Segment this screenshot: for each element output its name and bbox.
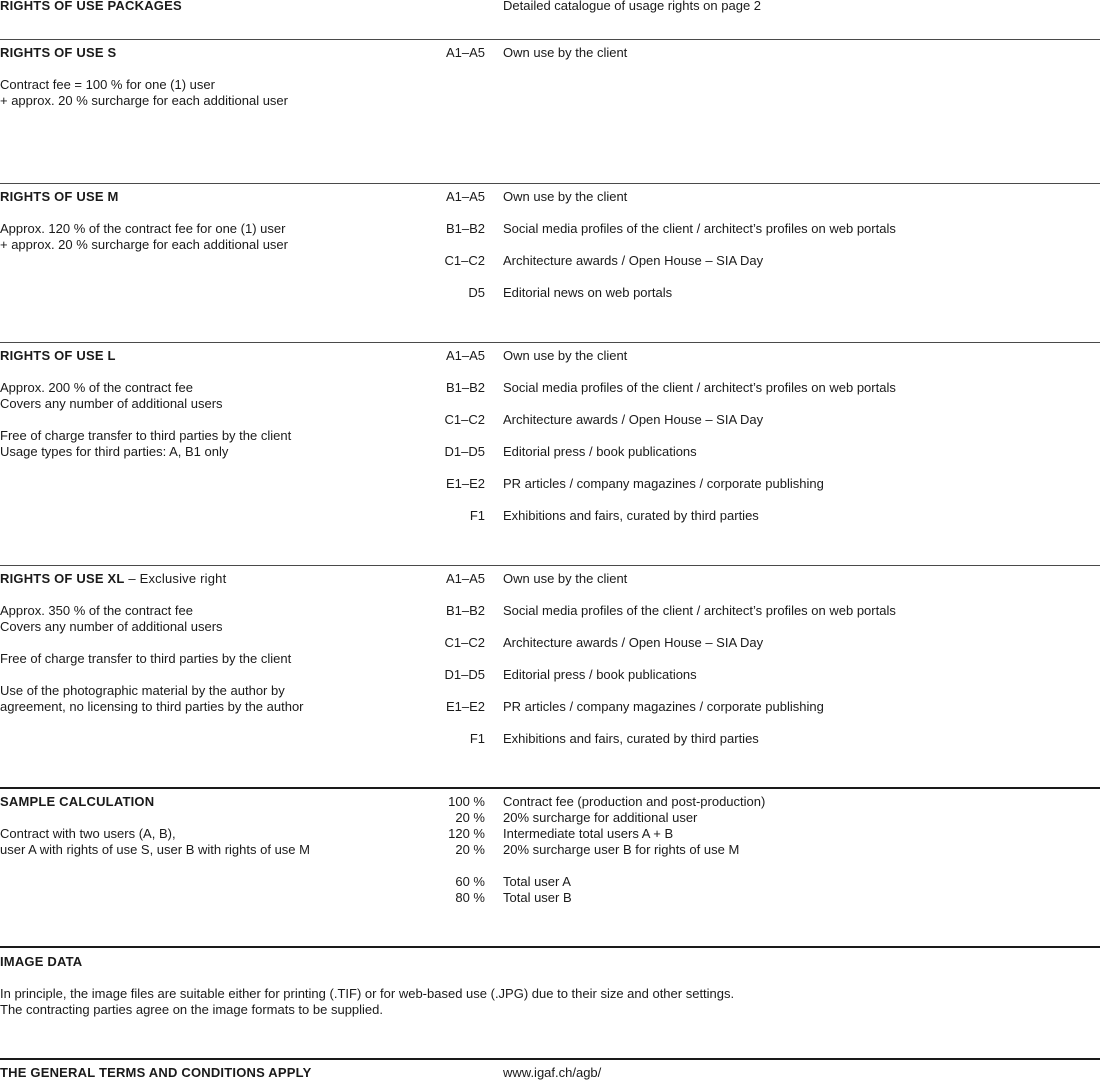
total-percent: 80 %	[455, 890, 485, 905]
section-title: IMAGE DATA	[0, 954, 83, 969]
right-code: A1–A5	[445, 189, 485, 204]
calc-percent: 20 %	[455, 810, 485, 825]
right-label: Architecture awards / Open House – SIA Day	[503, 412, 764, 427]
right-label: Editorial news on web portals	[503, 285, 673, 300]
section-title: SAMPLE CALCULATION	[0, 794, 155, 809]
right-code: C1–C2	[444, 253, 485, 268]
package-title: RIGHTS OF USE L	[0, 348, 116, 363]
right-code: E1–E2	[445, 476, 485, 491]
calc-percent: 20 %	[455, 842, 485, 857]
right-code: F1	[469, 731, 485, 746]
sample-text: Contract with two users (A, B),	[0, 826, 176, 841]
total-label: Total user A	[503, 874, 571, 889]
divider	[0, 787, 1100, 789]
right-code: D1–D5	[444, 667, 485, 682]
package-title-suffix: – Exclusive right	[124, 571, 227, 586]
right-code: D1–D5	[444, 444, 485, 459]
right-label: Exhibitions and fairs, curated by third parties	[503, 508, 759, 523]
right-label: PR articles / company magazines / corporate publishing	[503, 476, 824, 491]
package-text: Approx. 120 % of the contract fee for one (1) user	[0, 221, 286, 236]
package-text: agreement, no licensing to third parties by the author	[0, 699, 304, 714]
right-code: A1–A5	[445, 348, 485, 363]
package-text: Approx. 350 % of the contract fee	[0, 603, 193, 618]
right-label: Exhibitions and fairs, curated by third parties	[503, 731, 759, 746]
terms-notice: THE GENERAL TERMS AND CONDITIONS APPLY	[0, 1065, 312, 1080]
right-code: E1–E2	[445, 699, 485, 714]
right-label: Editorial press / book publications	[503, 444, 697, 459]
package-text: Free of charge transfer to third parties by the client	[0, 428, 292, 443]
right-label: Own use by the client	[503, 189, 628, 204]
package-text: Covers any number of additional users	[0, 396, 223, 411]
image-data-text: In principle, the image files are suitable either for printing (.TIF) or for web-based use (.JPG) due to their size and other settings.	[0, 986, 735, 1001]
right-code: D5	[468, 285, 485, 300]
right-label: Social media profiles of the client / architect’s profiles on web portals	[503, 603, 896, 618]
right-label: Own use by the client	[503, 571, 628, 586]
page-title: RIGHTS OF USE PACKAGES	[0, 0, 182, 13]
right-label: Own use by the client	[503, 45, 628, 60]
calc-label: Contract fee (production and post-production)	[503, 794, 766, 809]
catalogue-note: Detailed catalogue of usage rights on page 2	[503, 0, 762, 13]
right-code: C1–C2	[444, 412, 485, 427]
image-data-text: The contracting parties agree on the image formats to be supplied.	[0, 1002, 383, 1017]
divider	[0, 1058, 1100, 1060]
right-code: B1–B2	[445, 603, 485, 618]
sample-text: user A with rights of use S, user B with rights of use M	[0, 842, 310, 857]
calc-label: Intermediate total users A + B	[503, 826, 674, 841]
right-code: A1–A5	[445, 571, 485, 586]
divider	[0, 342, 1100, 343]
right-label: Own use by the client	[503, 348, 628, 363]
right-label: Social media profiles of the client / architect’s profiles on web portals	[503, 221, 896, 236]
calc-label: 20% surcharge for additional user	[503, 810, 698, 825]
divider	[0, 946, 1100, 948]
total-label: Total user B	[503, 890, 572, 905]
package-text: Free of charge transfer to third parties by the client	[0, 651, 292, 666]
right-label: Architecture awards / Open House – SIA Day	[503, 253, 764, 268]
right-label: Editorial press / book publications	[503, 667, 697, 682]
calc-percent: 120 %	[448, 826, 485, 841]
terms-link[interactable]: www.igaf.ch/agb/	[503, 1065, 602, 1080]
right-code: C1–C2	[444, 635, 485, 650]
right-code: B1–B2	[445, 380, 485, 395]
image-data	[0, 954, 1100, 1018]
divider	[0, 183, 1100, 184]
package-title: RIGHTS OF USE XL	[0, 571, 125, 586]
package-text: Covers any number of additional users	[0, 619, 223, 634]
right-code: A1–A5	[445, 45, 485, 60]
divider	[0, 39, 1100, 40]
right-label: PR articles / company magazines / corporate publishing	[503, 699, 824, 714]
right-label: Architecture awards / Open House – SIA Day	[503, 635, 764, 650]
calc-percent: 100 %	[448, 794, 485, 809]
package-text: + approx. 20 % surcharge for each additional user	[0, 93, 288, 108]
package-text: Approx. 200 % of the contract fee	[0, 380, 193, 395]
package-text: Usage types for third parties: A, B1 only	[0, 444, 229, 459]
right-code: B1–B2	[445, 221, 485, 236]
total-percent: 60 %	[455, 874, 485, 889]
package-text: Contract fee = 100 % for one (1) user	[0, 77, 215, 92]
package-title: RIGHTS OF USE S	[0, 45, 117, 60]
package-text: + approx. 20 % surcharge for each additional user	[0, 237, 288, 252]
package-title: RIGHTS OF USE M	[0, 189, 119, 204]
package-text: Use of the photographic material by the author by	[0, 683, 285, 698]
right-label: Social media profiles of the client / architect’s profiles on web portals	[503, 380, 896, 395]
calc-label: 20% surcharge user B for rights of use M	[503, 842, 740, 857]
divider	[0, 565, 1100, 566]
right-code: F1	[469, 508, 485, 523]
